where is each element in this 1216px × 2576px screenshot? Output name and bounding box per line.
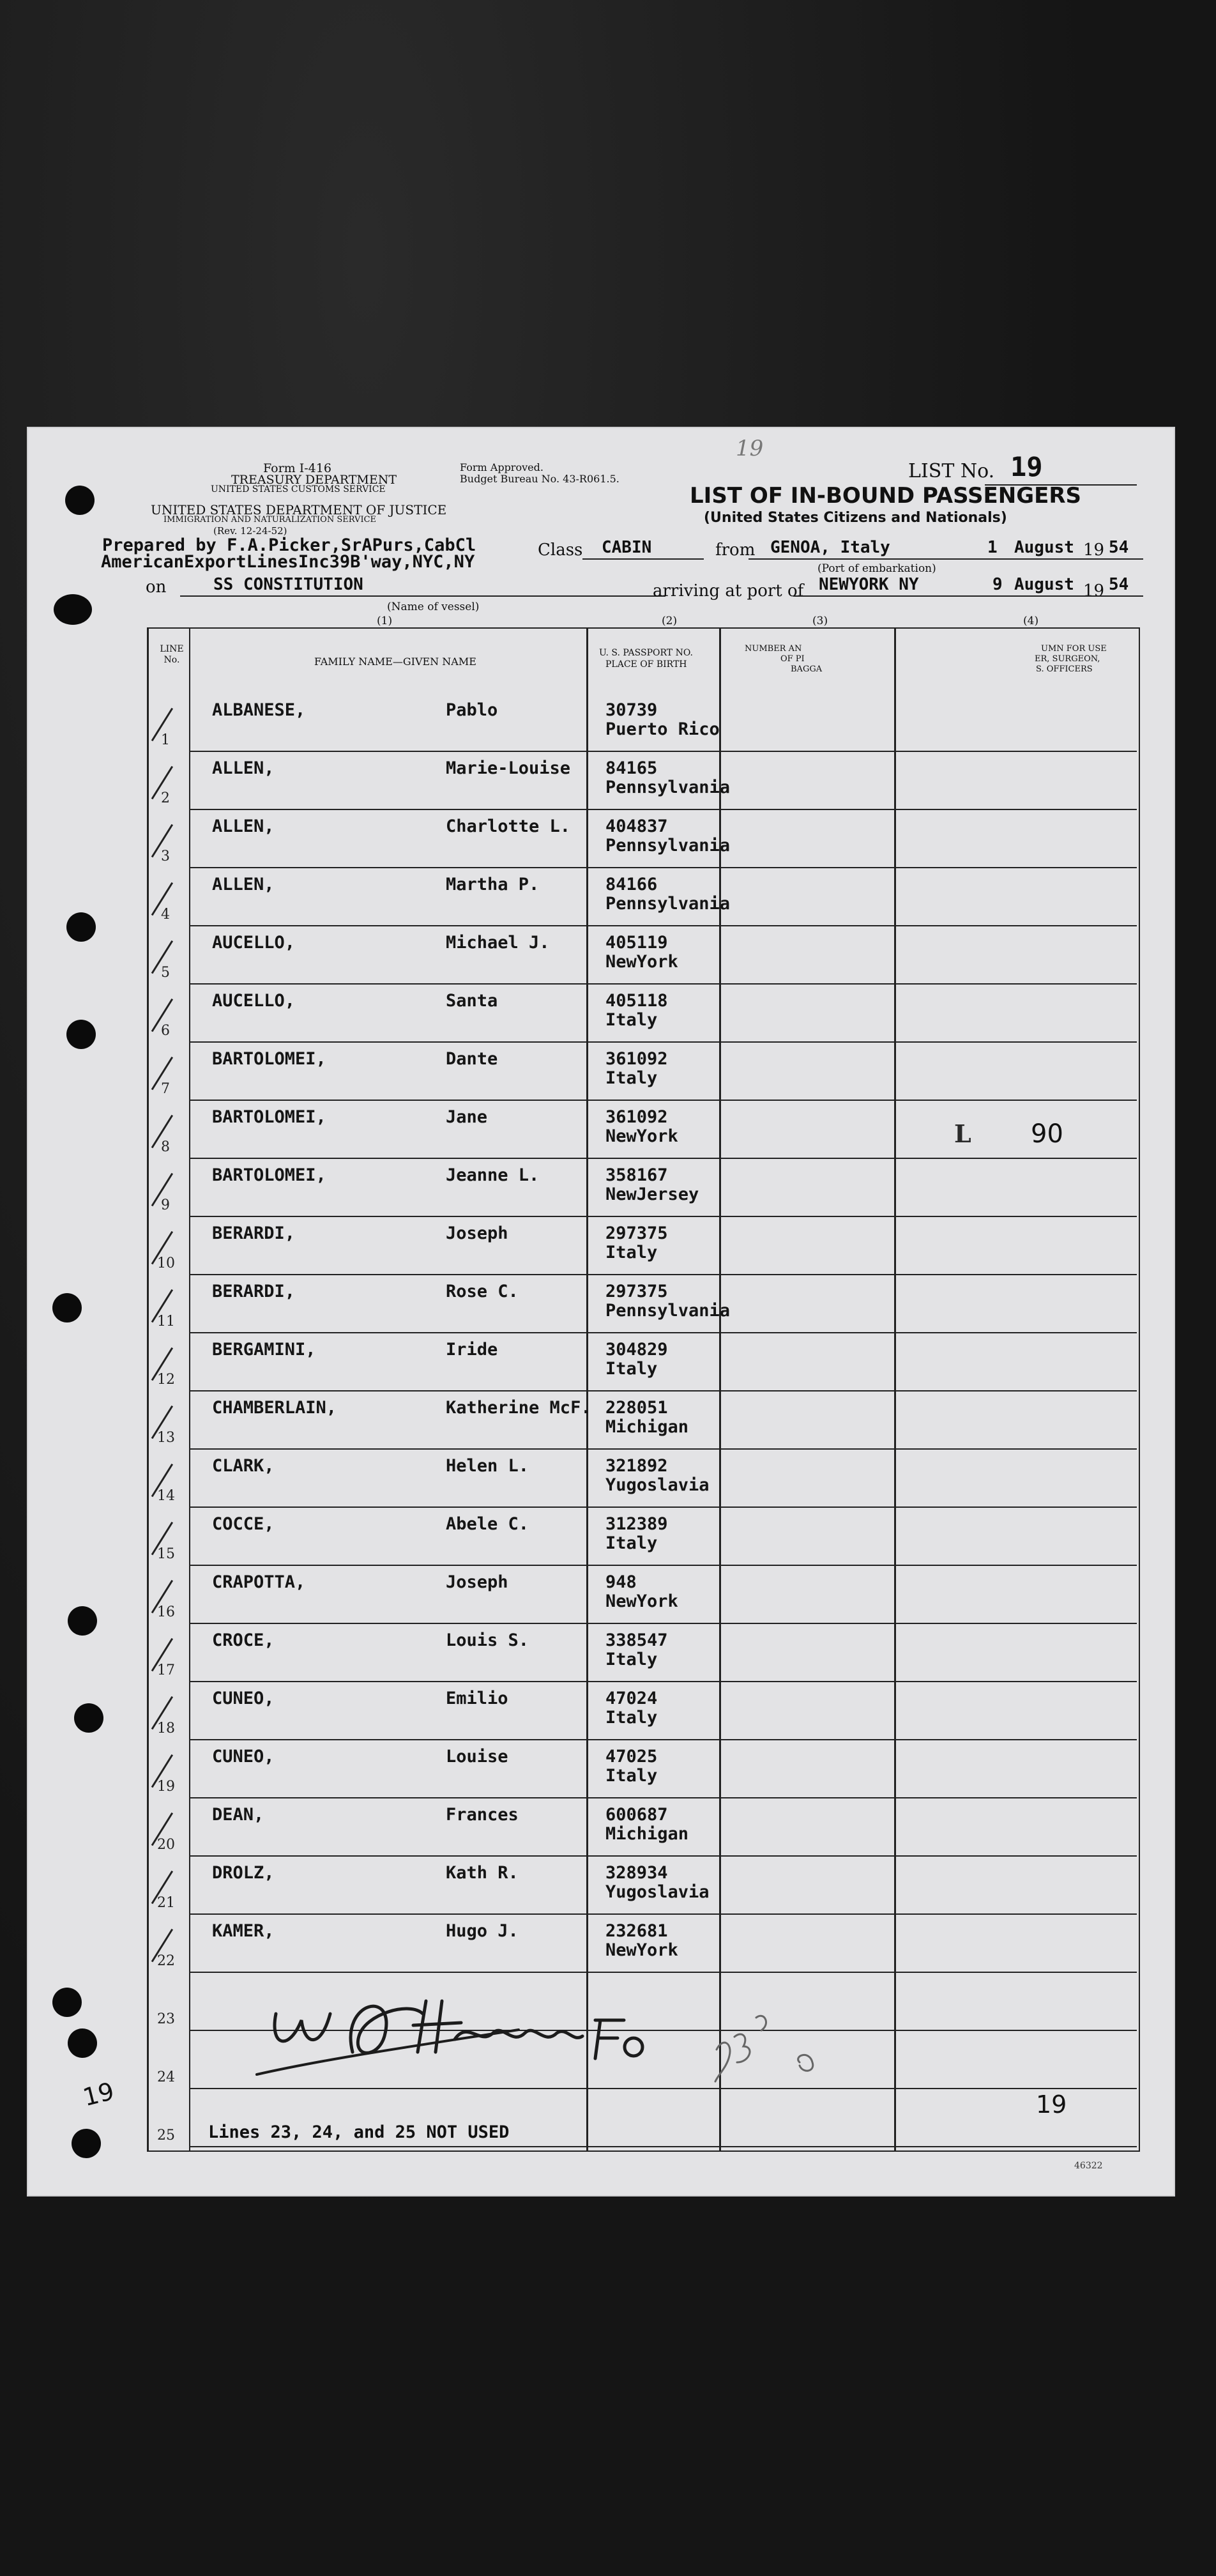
family-name: ALLEN, (212, 758, 275, 778)
place-of-birth: Puerto Rico (605, 719, 720, 739)
class-value: CABIN (602, 538, 652, 557)
passport-number: 228051 (605, 1398, 668, 1418)
bottom-left-list-number: 19 (80, 2076, 117, 2112)
table-row-divider (189, 2146, 1137, 2147)
table-row-divider (189, 1623, 1137, 1624)
family-name: CLARK, (212, 1456, 275, 1476)
given-name: Marie-Louise (446, 758, 571, 778)
family-name: ALLEN, (212, 875, 275, 894)
table-row-divider (189, 1797, 1137, 1798)
place-of-birth: Italy (605, 1708, 658, 1728)
family-name: CRAPOTTA, (212, 1572, 306, 1592)
company-address: AmericanExportLinesInc39B'way,NYC,NY (101, 552, 475, 572)
arrival-year-prefix: 19 (1083, 581, 1105, 601)
passport-number: 361092 (605, 1049, 668, 1069)
column-number-2: (2) (662, 615, 678, 627)
column-header-birthplace: PLACE OF BIRTH (605, 659, 687, 670)
row-line-number: 22 (157, 1953, 175, 1969)
table-row-divider (189, 1855, 1137, 1857)
footer-code: 46322 (1074, 2161, 1103, 2171)
given-name: Charlotte L. (446, 816, 571, 836)
passport-number: 404837 (605, 816, 668, 836)
table-row-divider (189, 867, 1137, 868)
family-name: BERGAMINI, (212, 1340, 316, 1360)
passport-number: 948 (605, 1572, 637, 1592)
row-line-number: 15 (157, 1546, 175, 1562)
binder-hole (54, 594, 92, 625)
row-line-number: 9 (161, 1197, 170, 1213)
place-of-birth: Yugoslavia (605, 1475, 710, 1495)
table-row-divider (189, 1274, 1137, 1275)
prepared-by: Prepared by F.A.Picker,SrAPurs,CabCl (102, 535, 476, 555)
table-col-divider (586, 627, 588, 2150)
passport-number: 30739 (605, 700, 658, 720)
place-of-birth: NewYork (605, 1940, 678, 1960)
passport-number: 297375 (605, 1282, 668, 1301)
family-name: AUCELLO, (212, 991, 296, 1011)
given-name: Abele C. (446, 1514, 529, 1534)
bottom-right-list-number: 19 (1036, 2090, 1067, 2119)
on-label: on (146, 578, 167, 597)
passport-number: 361092 (605, 1107, 668, 1127)
place-of-birth: Italy (605, 1650, 658, 1669)
family-name: BERARDI, (212, 1223, 296, 1243)
family-name: BARTOLOMEI, (212, 1107, 326, 1127)
family-name: BERARDI, (212, 1282, 296, 1301)
given-name: Michael J. (446, 933, 550, 953)
port-embarkation-caption: (Port of embarkation) (817, 562, 936, 575)
passport-number: 297375 (605, 1223, 668, 1243)
place-of-birth: Pennsylvania (605, 894, 731, 914)
given-name: Louis S. (446, 1630, 529, 1650)
given-name: Joseph (446, 1572, 508, 1592)
row-line-number: 24 (157, 2069, 175, 2085)
family-name: CHAMBERLAIN, (212, 1398, 337, 1418)
column-number-1: (1) (377, 615, 393, 627)
binder-hole (52, 1988, 82, 2017)
passport-number: 405118 (605, 991, 668, 1011)
given-name: Martha P. (446, 875, 540, 894)
row-line-number: 3 (161, 848, 170, 864)
given-name: Rose C. (446, 1282, 519, 1301)
vessel-line (180, 595, 665, 597)
given-name: Pablo (446, 700, 498, 720)
column-number-4: (4) (1023, 615, 1039, 627)
row-line-number: 14 (157, 1488, 175, 1504)
given-name: Katherine McF. (446, 1398, 591, 1418)
arrival-year-suffix: 54 (1109, 575, 1129, 594)
row-line-number: 6 (161, 1023, 170, 1039)
passenger-manifest-page (27, 427, 1175, 2196)
officer-signature (250, 1975, 646, 2090)
binder-hole (52, 1293, 82, 1322)
passport-number: 47024 (605, 1689, 658, 1708)
place-of-birth: NewYork (605, 952, 678, 972)
row-line-number: 25 (157, 2128, 175, 2143)
row-line-number: 12 (157, 1372, 175, 1388)
department-of-justice: UNITED STATES DEPARTMENT OF JUSTICE (151, 502, 447, 518)
table-row-divider (189, 1739, 1137, 1740)
given-name: Helen L. (446, 1456, 529, 1476)
depart-day: 1 (987, 538, 998, 557)
family-name: DEAN, (212, 1805, 264, 1825)
form-approved: Form Approved. (460, 461, 543, 473)
place-of-birth: NewYork (605, 1591, 678, 1611)
place-of-birth: Michigan (605, 1417, 689, 1437)
row8-check-mark: L (954, 1119, 971, 1148)
passport-number: 84165 (605, 758, 658, 778)
depart-year-suffix: 54 (1109, 538, 1129, 557)
place-of-birth: Italy (605, 1068, 658, 1088)
passport-number: 321892 (605, 1456, 668, 1476)
binder-hole (66, 912, 96, 942)
given-name: Jane (446, 1107, 488, 1127)
ins-service: IMMIGRATION AND NATURALIZATION SERVICE (163, 515, 377, 525)
binder-hole (65, 486, 95, 515)
list-no-value: 19 (1010, 451, 1043, 482)
column-header-name: FAMILY NAME—GIVEN NAME (314, 656, 476, 668)
binder-hole (74, 1703, 103, 1733)
arrival-day: 9 (992, 575, 1003, 594)
from-label: from (715, 540, 756, 560)
binder-hole (66, 1020, 96, 1049)
table-row-divider (189, 1972, 1137, 1973)
passport-number: 338547 (605, 1630, 668, 1650)
list-no-pencil: 19 (736, 436, 764, 461)
given-name: Hugo J. (446, 1921, 519, 1941)
row-line-number: 2 (161, 790, 170, 806)
pencil-scribble (704, 1998, 851, 2088)
row-line-number: 19 (157, 1779, 175, 1795)
revision-date: (Rev. 12-24-52) (213, 525, 287, 537)
row-line-number: 11 (157, 1314, 175, 1330)
binder-hole (68, 2028, 97, 2058)
given-name: Santa (446, 991, 498, 1011)
table-row-divider (189, 1913, 1137, 1915)
budget-bureau: Budget Bureau No. 43-R061.5. (460, 473, 619, 485)
binder-hole (72, 2129, 101, 2158)
place-of-birth: Pennsylvania (605, 1301, 731, 1321)
row-line-number: 21 (157, 1895, 175, 1911)
passport-number: 405119 (605, 933, 668, 953)
table-row-divider (189, 1448, 1137, 1450)
from-port: GENOA, Italy (770, 538, 890, 557)
row-line-number: 16 (157, 1604, 175, 1620)
arrival-line (793, 595, 1143, 597)
table-row-divider (189, 1216, 1137, 1217)
passport-number: 84166 (605, 875, 658, 894)
row-line-number: 7 (161, 1081, 170, 1097)
table-row-divider (189, 809, 1137, 810)
row-line-number: 1 (161, 732, 170, 748)
given-name: Joseph (446, 1223, 508, 1243)
row-line-number: 17 (157, 1662, 175, 1678)
row-line-number: 4 (161, 907, 170, 923)
place-of-birth: Italy (605, 1533, 658, 1553)
column-header-pieces-b: OF PI (780, 654, 805, 664)
family-name: CROCE, (212, 1630, 275, 1650)
place-of-birth: NewJersey (605, 1184, 699, 1204)
table-row-divider (189, 1506, 1137, 1508)
family-name: DROLZ, (212, 1863, 275, 1883)
lines-not-used-note: Lines 23, 24, and 25 NOT USED (208, 2122, 510, 2142)
row-line-number: 18 (157, 1721, 175, 1736)
table-row-divider (189, 1565, 1137, 1566)
table-row-divider (189, 983, 1137, 985)
passport-number: 232681 (605, 1921, 668, 1941)
family-name: CUNEO, (212, 1689, 275, 1708)
family-name: BARTOLOMEI, (212, 1049, 326, 1069)
passport-number: 358167 (605, 1165, 668, 1185)
place-of-birth: Pennsylvania (605, 778, 731, 797)
table-row-divider (189, 1041, 1137, 1043)
place-of-birth: Italy (605, 1359, 658, 1379)
row-line-number: 8 (161, 1139, 170, 1155)
given-name: Emilio (446, 1689, 508, 1708)
table-row-divider (189, 1332, 1137, 1333)
column-header-pieces-a: NUMBER AN (745, 644, 802, 654)
row-line-number: 13 (157, 1430, 175, 1446)
row-line-number: 20 (157, 1837, 175, 1853)
table-row-divider (189, 1681, 1137, 1682)
vessel-name: SS CONSTITUTION (213, 575, 363, 594)
treasury-department: TREASURY DEPARTMENT (231, 473, 397, 487)
row-line-number: 23 (157, 2011, 175, 2027)
form-title: LIST OF IN-BOUND PASSENGERS (690, 483, 1081, 509)
arrival-port: NEWYORK NY (819, 575, 919, 594)
depart-year-prefix: 19 (1083, 540, 1105, 560)
family-name: BARTOLOMEI, (212, 1165, 326, 1185)
from-line (749, 558, 1143, 560)
family-name: CUNEO, (212, 1747, 275, 1767)
passport-number: 312389 (605, 1514, 668, 1534)
family-name: AUCELLO, (212, 933, 296, 953)
place-of-birth: Michigan (605, 1824, 689, 1844)
place-of-birth: Italy (605, 1766, 658, 1786)
place-of-birth: NewYork (605, 1126, 678, 1146)
form-number: Form I-416 (263, 461, 331, 475)
family-name: KAMER, (212, 1921, 275, 1941)
passport-number: 328934 (605, 1863, 668, 1883)
vessel-caption: (Name of vessel) (387, 601, 480, 613)
place-of-birth: Italy (605, 1010, 658, 1030)
binder-hole (68, 1606, 97, 1636)
column-header-officers-a: UMN FOR USE (1041, 644, 1107, 654)
table-row-divider (189, 751, 1137, 752)
passport-number: 304829 (605, 1340, 668, 1360)
passport-number: 47025 (605, 1747, 658, 1767)
column-header-officers-c: S. OFFICERS (1036, 664, 1093, 674)
class-line (582, 558, 704, 560)
given-name: Kath R. (446, 1863, 519, 1883)
given-name: Frances (446, 1805, 519, 1825)
given-name: Iride (446, 1340, 498, 1360)
table-row-divider (189, 1390, 1137, 1392)
given-name: Dante (446, 1049, 498, 1069)
given-name: Jeanne L. (446, 1165, 540, 1185)
row8-number: 90 (1031, 1119, 1063, 1149)
place-of-birth: Pennsylvania (605, 836, 731, 855)
table-row-divider (189, 925, 1137, 926)
given-name: Louise (446, 1747, 508, 1767)
column-number-3: (3) (812, 615, 828, 627)
column-header-officers-b: ER, SURGEON, (1035, 654, 1100, 664)
row-line-number: 5 (161, 965, 170, 981)
table-col-divider (894, 627, 896, 2150)
table-col-divider (189, 627, 190, 2150)
depart-month: August (1014, 538, 1074, 557)
class-label: Class (538, 540, 583, 560)
list-no-label: LIST No. (908, 460, 995, 482)
form-subtitle: (United States Citizens and Nationals) (704, 510, 1007, 526)
family-name: ALLEN, (212, 816, 275, 836)
table-col-divider (719, 627, 721, 2150)
row-line-number: 10 (157, 1255, 175, 1271)
place-of-birth: Yugoslavia (605, 1882, 710, 1902)
family-name: ALBANESE, (212, 700, 306, 720)
place-of-birth: Italy (605, 1243, 658, 1262)
table-row-divider (189, 1158, 1137, 1159)
arriving-label: arriving at port of (653, 581, 804, 601)
table-row-divider (189, 1100, 1137, 1101)
column-header-line-no: LINE No. (160, 644, 184, 665)
customs-service: UNITED STATES CUSTOMS SERVICE (211, 484, 386, 494)
family-name: COCCE, (212, 1514, 275, 1534)
arrival-month: August (1014, 575, 1074, 594)
column-header-pieces-c: BAGGA (791, 664, 823, 674)
passport-number: 600687 (605, 1805, 668, 1825)
column-header-passport: U. S. PASSPORT NO. (599, 648, 693, 658)
